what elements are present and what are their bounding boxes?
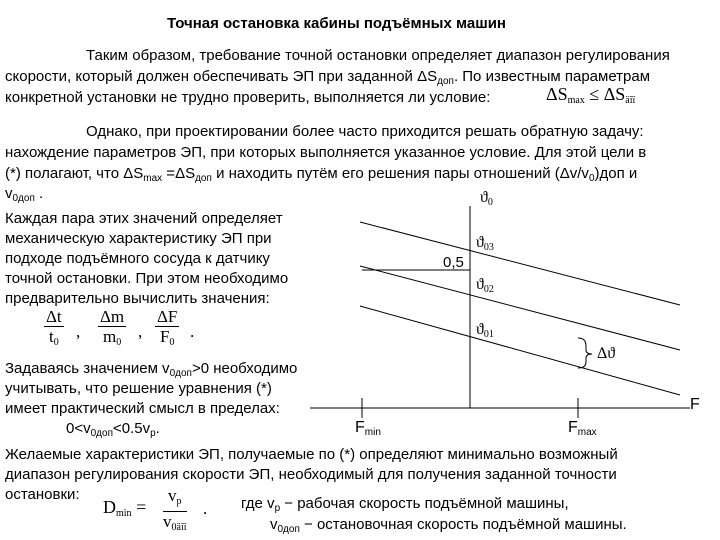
x-axis-label: F: [690, 396, 700, 413]
characteristic-line-02: [360, 266, 680, 350]
characteristic-line-03: [360, 222, 680, 305]
y-axis-label: $ϑ_0$: [480, 189, 493, 208]
para3-line3: остановки:: [5, 486, 80, 503]
left-text-line3: подходе подъёмного сосуда к датчику: [5, 250, 270, 267]
para2-line3: (*) полагают, что $\Delta S_{max} =\Delta S_{доп}$ и находить путём его решения пары отношений $(\Delta v/v_0)доп$ и: [5, 165, 638, 184]
line-03-label: $ϑ_{03}$: [476, 234, 494, 253]
fmax-label: $F_{max}$: [568, 419, 597, 438]
left-text-line2: механическую характеристику ЭП при: [5, 230, 272, 247]
fraction-dt: $\frac{\Delta t}{t_0}$: [46, 307, 62, 348]
para1-line3: конкретной установки не трудно проверить, выполняется ли условие:: [5, 89, 491, 106]
note-vp: где $v_р$ − рабочая скорость подъёмной машины,: [241, 495, 569, 514]
fmin-label: $F_{min}$: [355, 419, 381, 438]
left-text2-line2: учитывать, что решение уравнения (*): [5, 380, 272, 397]
condition-formula: $\Delta S_{max} \le \Delta S_{äîï}$: [546, 84, 636, 106]
para1-line2: скорости, который должен обеспечивать ЭП при заданной $\Delta S_{доп}$. По известным параметрам: [5, 68, 651, 87]
para2-line4: $v_{0доп}$ .: [5, 185, 44, 204]
delta-label: Δϑ: [597, 345, 616, 362]
page-title: Точная остановка кабины подъёмных машин: [167, 15, 506, 32]
dmin-end: .: [203, 499, 208, 518]
fraction-sep-1: ,: [76, 322, 81, 341]
left-text2-line3: имеет практический смысл в пределах:: [5, 400, 280, 417]
fraction-sep-3: .: [190, 322, 195, 341]
fraction-sep-2: ,: [138, 322, 143, 341]
line-02-label: $ϑ_{02}$: [476, 276, 494, 295]
para2-line2: нахождение параметров ЭП, при которых выполняется указанное условие. Для этой цели в: [5, 144, 647, 161]
left-text-line5: предварительно вычислить значения:: [5, 290, 270, 307]
note-v0dop: $v_{0доп}$ − остановочная скорость подъёмной машины.: [270, 516, 627, 535]
para3-line1: Желаемые характеристики ЭП, получаемые по (*) определяют минимально возможный: [5, 446, 618, 463]
left-text2-line4: $0<v_{0доп}<0.5v_р$.: [66, 420, 160, 439]
para2-line1: Однако, при проектировании более часто приходится решать обратную задачу:: [86, 123, 644, 140]
para3-line2: диапазон регулирования скорости ЭП, необходимый для получения заданной точности: [5, 466, 617, 483]
fraction-df: $\frac{\Delta F}{F_0}$: [157, 307, 178, 348]
line-01-label: $ϑ_{01}$: [476, 321, 494, 340]
delta-brace: [578, 338, 592, 368]
para1-line1: Таким образом, требование точной остановки определяет диапазон регулирования: [86, 47, 670, 64]
half-level-label: 0,5: [443, 254, 464, 271]
fraction-dm: $\frac{\Delta m}{m_0}$: [100, 307, 125, 348]
left-text-line1: Каждая пара этих значений определяет: [5, 210, 283, 227]
characteristic-line-01: [360, 306, 680, 395]
dmin-lhs: $D_{min}$ =: [103, 497, 147, 519]
left-text2-line1: Задаваясь значением $v_{0доп}>0$ необходимо: [5, 360, 298, 379]
dmin-fraction: $v_p$ $v_{0äîï}$: [163, 486, 187, 533]
left-text-line4: точной остановки. При этом необходимо: [5, 270, 289, 287]
